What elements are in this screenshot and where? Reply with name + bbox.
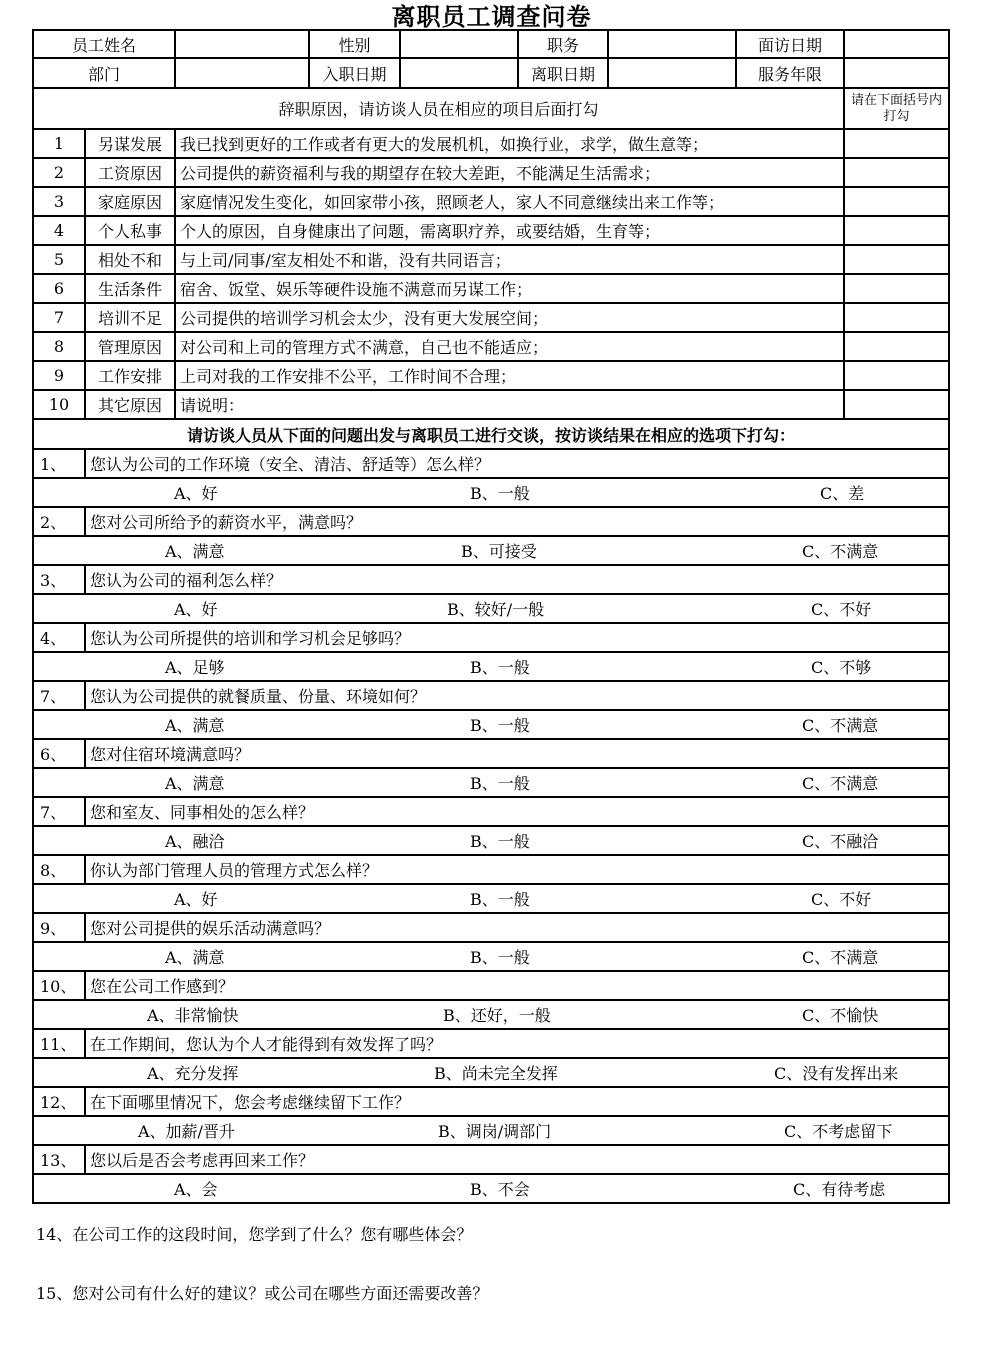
reason-checkbox[interactable] bbox=[845, 333, 948, 360]
reason-number: 10 bbox=[34, 391, 86, 418]
options-row bbox=[32, 943, 950, 972]
option-c[interactable]: C、不好 bbox=[811, 890, 872, 909]
reason-checkbox[interactable] bbox=[845, 391, 948, 418]
options-row bbox=[32, 1117, 950, 1146]
reason-checkbox[interactable] bbox=[845, 217, 948, 244]
question-number: 3、 bbox=[34, 566, 86, 593]
reasons-instruction: 辞职原因，请访谈人员在相应的项目后面打勾 bbox=[34, 89, 845, 128]
question-row bbox=[32, 914, 950, 943]
check-column-header: 请在下面括号内打勾 bbox=[851, 92, 943, 124]
option-b[interactable]: B、不会 bbox=[470, 1180, 530, 1199]
option-a[interactable]: A、好 bbox=[174, 600, 218, 619]
question-text: 您认为公司的福利怎么样？ bbox=[90, 571, 283, 590]
question-number: 10、 bbox=[34, 972, 86, 999]
header-row-1 bbox=[32, 29, 950, 59]
reason-description: 公司提供的薪资福利与我的期望存在较大差距，不能满足生活需求； bbox=[176, 159, 845, 186]
question-row bbox=[32, 1088, 950, 1117]
option-a[interactable]: A、融洽 bbox=[165, 832, 225, 851]
gender-label: 性别 bbox=[310, 31, 401, 57]
option-b[interactable]: B、一般 bbox=[470, 774, 530, 793]
question-text: 您对住宿环境满意吗？ bbox=[90, 745, 251, 764]
reason-number: 5 bbox=[34, 246, 86, 273]
option-a[interactable]: A、充分发挥 bbox=[147, 1064, 239, 1083]
reason-row bbox=[32, 188, 950, 217]
employee-name-label: 员工姓名 bbox=[34, 31, 176, 57]
option-c[interactable]: C、不好 bbox=[811, 600, 872, 619]
option-a[interactable]: A、好 bbox=[174, 890, 218, 909]
question-number: 13、 bbox=[34, 1146, 86, 1173]
question-text: 您认为公司提供的就餐质量、份量、环境如何？ bbox=[90, 687, 427, 706]
reason-row bbox=[32, 362, 950, 391]
reason-description: 家庭情况发生变化，如回家带小孩，照顾老人，家人不同意继续出来工作等； bbox=[176, 188, 845, 215]
position-label: 职务 bbox=[519, 31, 609, 57]
option-b[interactable]: B、还好，一般 bbox=[443, 1006, 551, 1025]
option-c[interactable]: C、不满意 bbox=[802, 716, 879, 735]
reason-checkbox[interactable] bbox=[845, 130, 948, 157]
header-row-2 bbox=[32, 59, 950, 89]
reason-description[interactable]: 请说明： bbox=[176, 391, 845, 418]
question-text: 您在公司工作感到？ bbox=[90, 977, 235, 996]
reason-description: 对公司和上司的管理方式不满意，自己也不能适应； bbox=[176, 333, 845, 360]
question-text: 您对公司提供的娱乐活动满意吗？ bbox=[90, 919, 331, 938]
reason-description: 我已找到更好的工作或者有更大的发展机机，如换行业，求学，做生意等； bbox=[176, 130, 845, 157]
position-field[interactable] bbox=[609, 31, 737, 57]
question-row bbox=[32, 508, 950, 537]
interview-header-row bbox=[32, 420, 950, 450]
question-number: 1、 bbox=[34, 450, 86, 477]
reasons-header-row bbox=[32, 89, 950, 130]
reason-category: 生活条件 bbox=[86, 275, 176, 302]
option-b[interactable]: B、一般 bbox=[470, 890, 530, 909]
option-b[interactable]: B、一般 bbox=[470, 658, 530, 677]
reason-number: 6 bbox=[34, 275, 86, 302]
reason-checkbox[interactable] bbox=[845, 362, 948, 389]
option-a[interactable]: A、非常愉快 bbox=[147, 1006, 239, 1025]
options-row bbox=[32, 537, 950, 566]
option-c[interactable]: C、没有发挥出来 bbox=[774, 1064, 899, 1083]
question-number: 11、 bbox=[34, 1030, 86, 1057]
options-row bbox=[32, 479, 950, 508]
service-years-label: 服务年限 bbox=[737, 59, 845, 87]
question-text: 您对公司所给予的薪资水平，满意吗？ bbox=[90, 513, 363, 532]
reason-checkbox[interactable] bbox=[845, 246, 948, 273]
gender-field[interactable] bbox=[401, 31, 519, 57]
option-b[interactable]: B、一般 bbox=[470, 948, 530, 967]
option-b[interactable]: B、调岗/调部门 bbox=[438, 1122, 552, 1141]
options-row bbox=[32, 1175, 950, 1204]
option-c[interactable]: C、不满意 bbox=[802, 542, 879, 561]
reason-number: 1 bbox=[34, 130, 86, 157]
reason-category: 家庭原因 bbox=[86, 188, 176, 215]
open-question: 14、在公司工作的这段时间，您学到了什么？您有哪些体会？ bbox=[36, 1225, 473, 1244]
question-text: 您认为公司的工作环境（安全、清洁、舒适等）怎么样？ bbox=[90, 455, 491, 474]
question-number: 7、 bbox=[34, 798, 86, 825]
reason-row bbox=[32, 333, 950, 362]
reason-description: 公司提供的培训学习机会太少，没有更大发展空间； bbox=[176, 304, 845, 331]
reason-row bbox=[32, 275, 950, 304]
reason-row bbox=[32, 217, 950, 246]
reason-category: 培训不足 bbox=[86, 304, 176, 331]
question-number: 8、 bbox=[34, 856, 86, 883]
reason-description: 宿舍、饭堂、娱乐等硬件设施不满意而另谋工作； bbox=[176, 275, 845, 302]
interview-date-field[interactable] bbox=[845, 31, 948, 57]
option-c[interactable]: C、不满意 bbox=[802, 948, 879, 967]
option-b[interactable]: B、一般 bbox=[470, 716, 530, 735]
question-number: 6、 bbox=[34, 740, 86, 767]
options-row bbox=[32, 885, 950, 914]
reason-row bbox=[32, 130, 950, 159]
reason-checkbox[interactable] bbox=[845, 304, 948, 331]
question-number: 2、 bbox=[34, 508, 86, 535]
option-c[interactable]: C、不考虑留下 bbox=[784, 1122, 893, 1141]
question-text: 您认为公司所提供的培训和学习机会足够吗？ bbox=[90, 629, 411, 648]
question-text: 您以后是否会考虑再回来工作？ bbox=[90, 1151, 315, 1170]
reason-category: 工作安排 bbox=[86, 362, 176, 389]
question-row bbox=[32, 740, 950, 769]
reason-checkbox[interactable] bbox=[845, 188, 948, 215]
reason-number: 7 bbox=[34, 304, 86, 331]
hire-date-field[interactable] bbox=[401, 59, 519, 87]
reason-number: 8 bbox=[34, 333, 86, 360]
survey-table bbox=[32, 29, 950, 1204]
option-a[interactable]: A、好 bbox=[174, 484, 218, 503]
open-question: 15、您对公司有什么好的建议？或公司在哪些方面还需要改善？ bbox=[36, 1284, 489, 1303]
page-title: 离职员工调查问卷 bbox=[391, 3, 592, 31]
interview-instruction: 请访谈人员从下面的问题出发与离职员工进行交谈，按访谈结果在相应的选项下打勾： bbox=[186, 425, 795, 445]
options-row bbox=[32, 595, 950, 624]
options-row bbox=[32, 827, 950, 856]
option-b[interactable]: B、一般 bbox=[470, 484, 530, 503]
reason-row bbox=[32, 304, 950, 333]
reason-category: 相处不和 bbox=[86, 246, 176, 273]
question-number: 7、 bbox=[34, 682, 86, 709]
option-a[interactable]: A、加薪/晋升 bbox=[138, 1122, 235, 1141]
question-text: 在下面哪里情况下，您会考虑继续留下工作？ bbox=[90, 1093, 411, 1112]
option-b[interactable]: B、尚未完全发挥 bbox=[434, 1064, 558, 1083]
reason-checkbox[interactable] bbox=[845, 159, 948, 186]
question-text: 在工作期间，您认为个人才能得到有效发挥了吗？ bbox=[90, 1035, 443, 1054]
reason-category: 其它原因 bbox=[86, 391, 176, 418]
question-row bbox=[32, 1030, 950, 1059]
options-row bbox=[32, 769, 950, 798]
question-text: 您和室友、同事相处的怎么样？ bbox=[90, 803, 315, 822]
department-field[interactable] bbox=[176, 59, 310, 87]
question-number: 12、 bbox=[34, 1088, 86, 1115]
question-row bbox=[32, 856, 950, 885]
reason-row bbox=[32, 159, 950, 188]
reason-number: 3 bbox=[34, 188, 86, 215]
options-row bbox=[32, 1059, 950, 1088]
option-c[interactable]: C、不愉快 bbox=[802, 1006, 879, 1025]
question-number: 4、 bbox=[34, 624, 86, 651]
reason-checkbox[interactable] bbox=[845, 275, 948, 302]
reason-description: 个人的原因，自身健康出了问题，需离职疗养，或要结婚，生育等； bbox=[176, 217, 845, 244]
option-b[interactable]: B、可接受 bbox=[461, 542, 537, 561]
service-years-field[interactable] bbox=[845, 59, 948, 87]
option-b[interactable]: B、一般 bbox=[470, 832, 530, 851]
option-a[interactable]: A、满意 bbox=[165, 542, 225, 561]
options-row bbox=[32, 1001, 950, 1030]
option-c[interactable]: C、不够 bbox=[811, 658, 872, 677]
reason-category: 管理原因 bbox=[86, 333, 176, 360]
reason-row bbox=[32, 391, 950, 420]
leave-date-label: 离职日期 bbox=[519, 59, 609, 87]
option-b[interactable]: B、较好/一般 bbox=[447, 600, 545, 619]
question-row bbox=[32, 682, 950, 711]
option-a[interactable]: A、足够 bbox=[165, 658, 225, 677]
question-row bbox=[32, 624, 950, 653]
reason-category: 工资原因 bbox=[86, 159, 176, 186]
question-number: 9、 bbox=[34, 914, 86, 941]
options-row bbox=[32, 653, 950, 682]
reason-number: 2 bbox=[34, 159, 86, 186]
reason-description: 上司对我的工作安排不公平，工作时间不合理； bbox=[176, 362, 845, 389]
department-label: 部门 bbox=[34, 59, 176, 87]
option-c[interactable]: C、有待考虑 bbox=[793, 1180, 886, 1199]
reason-description: 与上司/同事/室友相处不和谐，没有共同语言； bbox=[176, 246, 845, 273]
question-text: 你认为部门管理人员的管理方式怎么样？ bbox=[90, 861, 379, 880]
option-a[interactable]: A、会 bbox=[174, 1180, 218, 1199]
reason-category: 个人私事 bbox=[86, 217, 176, 244]
option-c[interactable]: C、不满意 bbox=[802, 774, 879, 793]
option-c[interactable]: C、差 bbox=[820, 484, 865, 503]
option-a[interactable]: A、满意 bbox=[165, 774, 225, 793]
option-a[interactable]: A、满意 bbox=[165, 948, 225, 967]
reason-row bbox=[32, 246, 950, 275]
options-row bbox=[32, 711, 950, 740]
question-row bbox=[32, 566, 950, 595]
hire-date-label: 入职日期 bbox=[310, 59, 401, 87]
option-c[interactable]: C、不融洽 bbox=[802, 832, 879, 851]
question-row bbox=[32, 972, 950, 1001]
option-a[interactable]: A、满意 bbox=[165, 716, 225, 735]
question-row bbox=[32, 450, 950, 479]
interview-date-label: 面访日期 bbox=[737, 31, 845, 57]
question-row bbox=[32, 1146, 950, 1175]
employee-name-field[interactable] bbox=[176, 31, 310, 57]
question-row bbox=[32, 798, 950, 827]
reason-number: 4 bbox=[34, 217, 86, 244]
reason-category: 另谋发展 bbox=[86, 130, 176, 157]
reason-number: 9 bbox=[34, 362, 86, 389]
leave-date-field[interactable] bbox=[609, 59, 737, 87]
